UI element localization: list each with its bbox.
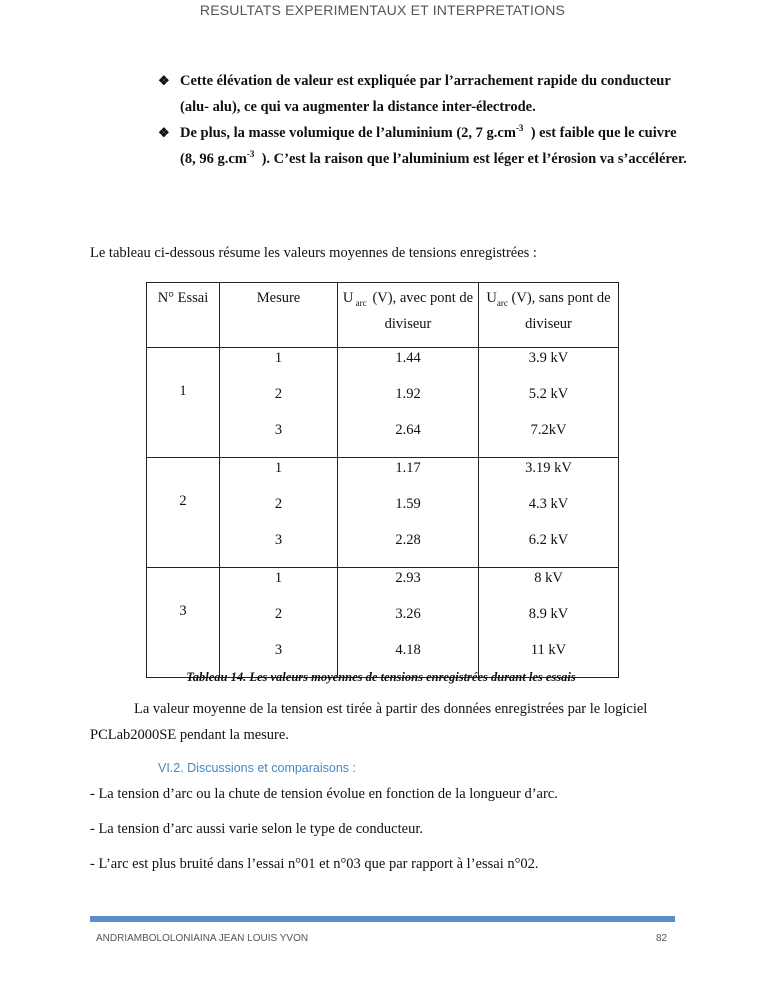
- u-avec-cell: 1.44 1.92 2.64: [338, 348, 479, 458]
- body-paragraph: La valeur moyenne de la tension est tirée à partir des données enregistrées par le logiciel PCLab2000SE pendant la mesure.: [90, 701, 648, 743]
- u-sans-cell: 3.9 kV 5.2 kV 7.2kV: [479, 348, 619, 458]
- section-heading: VI.2. Discussions et comparaisons :: [158, 761, 356, 775]
- page-header-title: RESULTATS EXPERIMENTAUX ET INTERPRETATIONS: [199, 2, 566, 18]
- list-item: - L’arc est plus bruité dans l’essai n°01 et n°03 que par rapport à l’essai n°02.: [90, 856, 539, 872]
- essai-cell: 3: [147, 568, 220, 678]
- table-row: [147, 348, 619, 458]
- table-row: [147, 458, 619, 568]
- u-avec-cell: 2.93 3.26 4.18: [338, 568, 479, 678]
- u-sans-cell: 3.19 kV 4.3 kV 6.2 kV: [479, 458, 619, 568]
- bullet-text-2: De plus, la masse volumique de l’aluminium (2, 7 $g.cm^{-3}$ ) est faible que le cuivre (8, 96 $g.cm^{-3}$ ). C’est la raison que l’aluminium est léger et l’érosion va s’accélérer.: [180, 123, 687, 167]
- list-item: - La tension d’arc ou la chute de tension évolue en fonction de la longueur d’arc.: [90, 786, 558, 802]
- u-sans-cell: 8 kV 8.9 kV 11 kV: [479, 568, 619, 678]
- bullet-text-1: Cette élévation de valeur est expliquée par l’arrachement rapide du conducteur (alu- alu), ce qui va augmenter la distance inter-électrode.: [180, 73, 671, 115]
- diamond-bullet-icon: ❖: [158, 125, 170, 140]
- bullet-item: [158, 68, 688, 120]
- bullet-list: [158, 68, 688, 172]
- diamond-bullet-icon: ❖: [158, 73, 170, 88]
- list-item: - La tension d’arc aussi varie selon le type de conducteur.: [90, 821, 423, 837]
- mesure-cell: 1 2 3: [220, 568, 338, 678]
- table-caption: Tableau 14. Les valeurs moyennes de tensions enregistrées durant les essais: [186, 670, 576, 684]
- table-row: [147, 568, 619, 678]
- bullet-item: [158, 120, 688, 172]
- mesure-cell: 1 2 3: [220, 348, 338, 458]
- page-number: 82: [656, 933, 668, 944]
- footer-divider: [90, 916, 675, 922]
- header-essai: N° Essai: [147, 283, 220, 348]
- essai-cell: 2: [147, 458, 220, 568]
- footer-author: ANDRIAMBOLOLONIAINA JEAN LOUIS YVON: [96, 933, 309, 944]
- mesure-cell: 1 2 3: [220, 458, 338, 568]
- table-intro-text: Le tableau ci-dessous résume les valeurs moyennes de tensions enregistrées :: [90, 245, 537, 261]
- header-u-sans: $U_{arc}$ (V), sans pont de diviseur: [479, 283, 619, 348]
- u-avec-cell: 1.17 1.59 2.28: [338, 458, 479, 568]
- voltage-table: [146, 282, 619, 678]
- header-u-avec: U $_{arc}$ (V), avec pont de diviseur: [338, 283, 479, 348]
- table-header-row: [147, 283, 619, 348]
- essai-cell: 1: [147, 348, 220, 458]
- header-mesure: Mesure: [220, 283, 338, 348]
